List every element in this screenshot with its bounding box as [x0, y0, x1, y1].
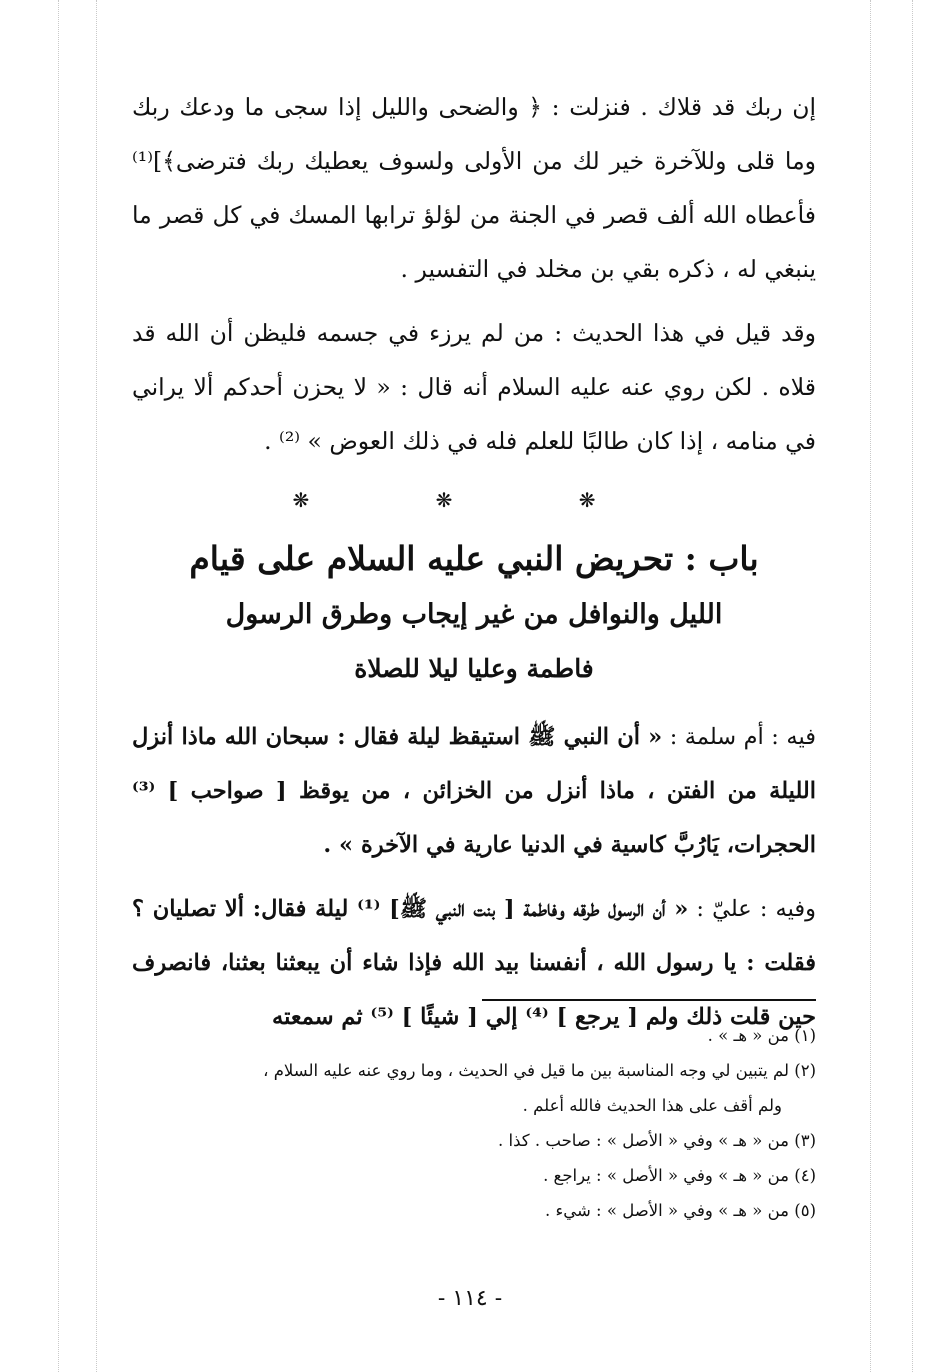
- hadith-text: « أن الرسول طرقه وفاطمة [ بنت النبي ﷺ] ⁽¹⁾ ليلة فقال: ألا تصليان ؟ فقلت : يا رسول الله ، أنفسنا بيد الله فإذا شاء أن يبعثنا بعثنا، فانصرف حين قلت ذلك ولم [ يرجع ] ⁽⁴⁾ إلي [ شيئًا ] ⁽⁵⁾ ثم سمعته: [132, 896, 816, 1030]
- footnote-rule: [482, 999, 816, 1001]
- footnotes: [132, 1018, 816, 1228]
- chapter-heading: [132, 530, 816, 696]
- chapter-title-line-2: الليل والنوافل من غير إيجاب وطرق الرسول: [225, 599, 723, 630]
- scan-line: [870, 0, 871, 1372]
- scan-line: [96, 0, 97, 1372]
- hadith-text: « أن النبي ﷺ استيقظ ليلة فقال : سبحان الله ماذا أنزل الليلة من الفتن ، ماذا أنزل من الخزائن ، من يوقظ [ صواحب ] ⁽³⁾ الحجرات، يَارُبَّ كاسية في الدنيا عارية في الآخرة » .: [132, 724, 816, 858]
- scan-line: [58, 0, 59, 1372]
- footnote-5: (٥) من « هـ » وفي « الأصل » : شيء .: [544, 1201, 816, 1220]
- section-separator: ❋ ❋ ❋: [292, 488, 656, 512]
- chapter-title-line-3: فاطمة وعليا ليلا للصلاة: [354, 654, 594, 683]
- hadith-lead: وفيه : عليّ :: [688, 896, 816, 922]
- footnote-2: (٢) لم يتبين لي وجه المناسبة بين ما قيل في الحديث ، وما روي عنه عليه السلام ،: [263, 1061, 816, 1080]
- paragraph-1: إن ربك قد قلاك . فنزلت : ﴿ والضحى والليل إذا سجى ما ودعك ربك وما قلى وللآخرة خير لك من الأولى ولسوف يعطيك ربك فترضى﴾]⁽¹⁾ فأعطاه الله ألف قصر في الجنة من لؤلؤ ترابها المسك في كل قصر ما ينبغي له ، ذكره بقي بن مخلد في التفسير .: [132, 93, 816, 283]
- footnote-4: (٤) من « هـ » وفي « الأصل » : يراجع .: [543, 1166, 816, 1185]
- paragraph-2: وقد قيل في هذا الحديث : من لم يرزء في جسمه فليظن أن الله قد قلاه . لكن روي عنه عليه السلام أنه قال : « لا يحزن أحدكم ألا يراني في منامه ، إذا كان طالبًا للعلم فله في ذلك العوض » ⁽²⁾ .: [132, 319, 816, 455]
- page-number: - ١١٤ -: [437, 1286, 503, 1311]
- hadith-lead: فيه : أم سلمة :: [662, 724, 816, 750]
- footnote-3: (٣) من « هـ » وفي « الأصل » : صاحب . كذا .: [498, 1131, 816, 1150]
- chapter-title-line-1: باب : تحريض النبي عليه السلام على قيام: [189, 539, 759, 578]
- footnote-1: (١) من « هـ » .: [707, 1026, 816, 1045]
- scan-line: [912, 0, 913, 1372]
- hadith-um-salama: [132, 710, 816, 872]
- page-body: [132, 80, 816, 1054]
- footnote-2-continued: ولم أقف على هذا الحديث فالله أعلم .: [522, 1096, 782, 1115]
